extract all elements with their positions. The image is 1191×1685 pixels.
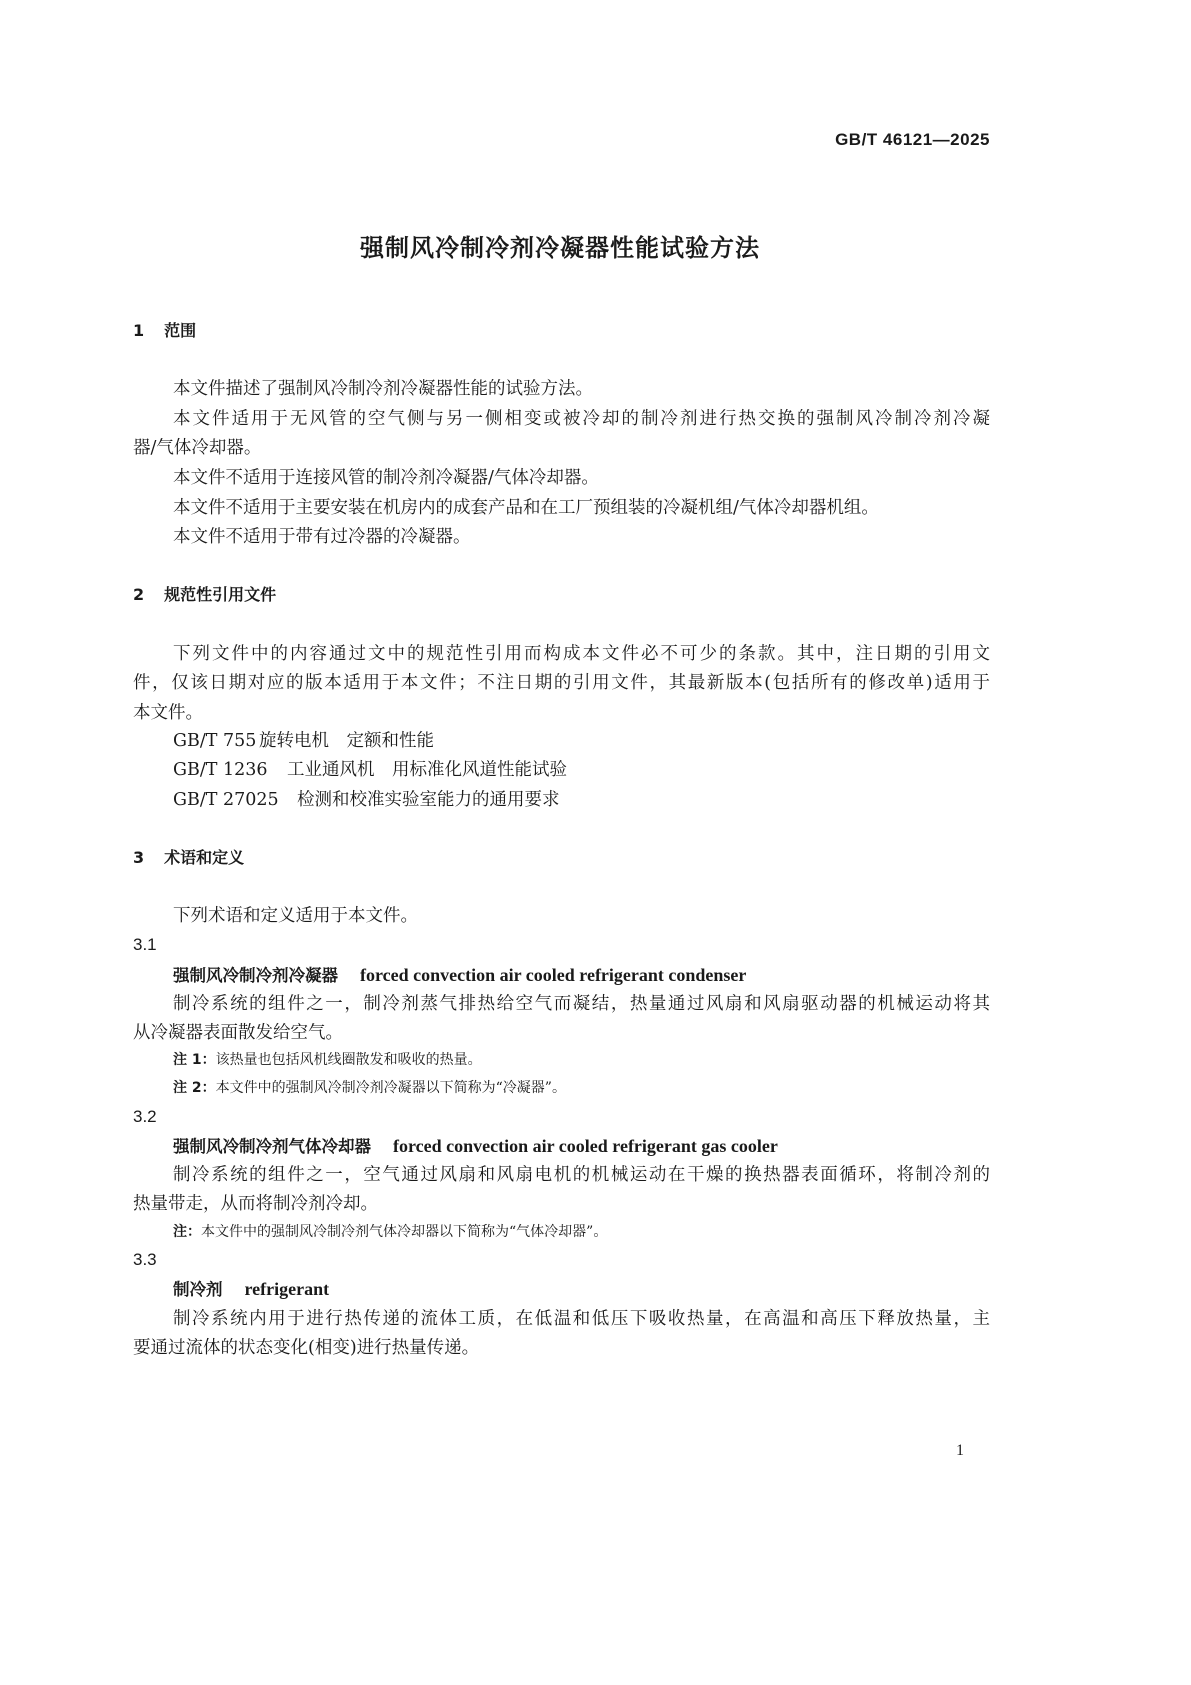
note: 注 1：该热量也包括风机线圈散发和吸收的热量。 (173, 1052, 482, 1068)
paragraph: 下列术语和定义适用于本文件。 (173, 906, 418, 926)
paragraph: 下列文件中的内容通过文中的规范性引用而构成本文件必不可少的条款。其中，注日期的引用文 (173, 644, 990, 664)
section-heading: 2 规范性引用文件 (133, 585, 277, 604)
section-heading: 1 范围 (133, 321, 197, 340)
paragraph: 本文件。 (133, 703, 203, 723)
note: 注：本文件中的强制风冷制冷剂气体冷却器以下简称为“气体冷却器”。 (173, 1224, 608, 1240)
paragraph: 本文件不适用于连接风管的制冷剂冷凝器/气体冷却器。 (173, 468, 599, 488)
note: 注 2：本文件中的强制风冷制冷剂冷凝器以下简称为“冷凝器”。 (173, 1080, 566, 1096)
term-heading: 强制风冷制冷剂冷凝器 forced convection air cooled refrigerant condenser (173, 965, 747, 985)
normative-reference: GB/T 1236 工业通风机 用标准化风道性能试验 (173, 760, 567, 780)
paragraph: 件，仅该日期对应的版本适用于本文件；不注日期的引用文件，其最新版本(包括所有的修改单)适用于 (133, 673, 990, 693)
page-number: 1 (956, 1442, 964, 1459)
section-heading: 3 术语和定义 (133, 848, 245, 867)
term-definition: 要通过流体的状态变化(相变)进行热量传递。 (133, 1338, 480, 1358)
paragraph: 本文件适用于无风管的空气侧与另一侧相变或被冷却的制冷剂进行热交换的强制风冷制冷剂冷凝 (173, 409, 990, 429)
term-number: 3.1 (133, 935, 157, 954)
term-number: 3.2 (133, 1107, 157, 1126)
paragraph: 器/气体冷却器。 (133, 438, 262, 458)
normative-reference: GB/T 27025 检测和校准实验室能力的通用要求 (173, 790, 560, 810)
term-definition: 制冷系统内用于进行热传递的流体工质，在低温和低压下吸收热量，在高温和高压下释放热量，主 (173, 1309, 990, 1329)
paragraph: 本文件不适用于主要安装在机房内的成套产品和在工厂预组装的冷凝机组/气体冷却器机组。 (173, 498, 879, 518)
term-definition: 制冷系统的组件之一，空气通过风扇和风扇电机的机械运动在干燥的换热器表面循环，将制冷剂的 (173, 1165, 990, 1185)
normative-reference: GB/T 755 旋转电机 定额和性能 (173, 731, 434, 751)
term-definition: 热量带走，从而将制冷剂冷却。 (133, 1194, 378, 1214)
term-definition: 从冷凝器表面散发给空气。 (133, 1023, 343, 1043)
paragraph: 本文件不适用于带有过冷器的冷凝器。 (173, 527, 471, 547)
standard-number: GB/T 46121—2025 (835, 130, 990, 149)
paragraph: 本文件描述了强制风冷制冷剂冷凝器性能的试验方法。 (173, 379, 593, 399)
term-definition: 制冷系统的组件之一，制冷剂蒸气排热给空气而凝结，热量通过风扇和风扇驱动器的机械运动将其 (173, 994, 990, 1014)
term-heading: 制冷剂 refrigerant (173, 1279, 330, 1299)
page-title: 强制风冷制冷剂冷凝器性能试验方法 (360, 234, 760, 262)
term-heading: 强制风冷制冷剂气体冷却器 forced convection air cooled refrigerant gas cooler (173, 1136, 778, 1156)
term-number: 3.3 (133, 1250, 157, 1269)
